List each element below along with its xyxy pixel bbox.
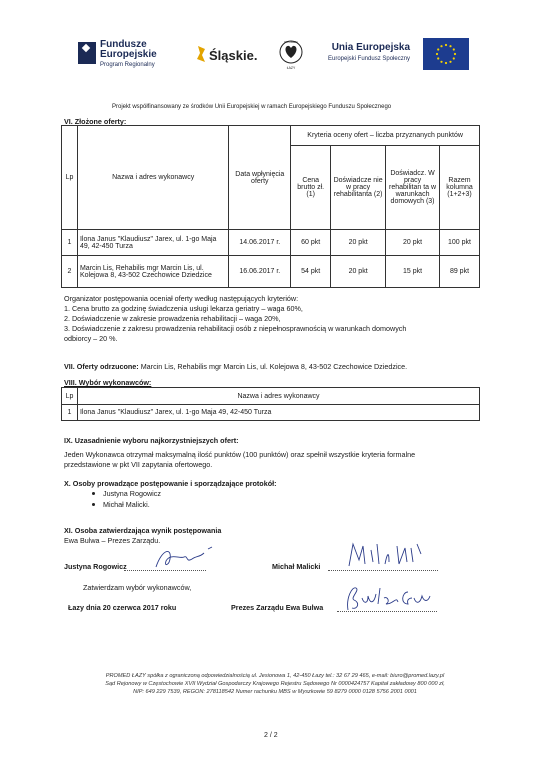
eu-logo-line2: Europejski Fundusz Społeczny: [328, 56, 411, 62]
fe-logo-line2: Europejskie: [100, 49, 157, 60]
cell-date: 16.06.2017 r.: [229, 256, 291, 288]
eu-star-icon: [437, 57, 439, 59]
eu-star-icon: [445, 44, 447, 46]
cell-price: 54 pkt: [291, 256, 331, 288]
criteria-intro: Organizator postępowania oceniał oferty według następujących kryteriów:: [64, 294, 299, 303]
slaskie-mark-icon: [196, 46, 206, 62]
bullet-icon: [92, 492, 95, 495]
place-date: Łazy dnia 20 czerwca 2017 roku: [68, 603, 177, 612]
criteria-item-1: 1. Cena brutto za godzinę świadczenia usługi lekarza geriatry – waga 60%,: [64, 304, 303, 313]
promed-lazy-logo: [278, 38, 304, 72]
signature-bulwa: [342, 582, 437, 614]
eu-star-icon: [437, 48, 439, 50]
cell-lp: 1: [62, 405, 78, 421]
footer-line-3: NIP: 649 229 7539, REGON: 278118542 Numer rachunku MBS w Myszkowie 59 8279 0000 0128 5756 2001 0001: [133, 689, 417, 695]
section-11-heading: XI. Osoba zatwierdzająca wynik postępowania: [64, 526, 222, 535]
criteria-header: Kryteria oceny ofert – liczba przyznanych punktów: [291, 126, 480, 146]
section-10-heading: X. Osoby prowadzące postępowanie i sporządzające protokół:: [64, 479, 277, 488]
rejected-offer: Marcin Lis, Rehabilis mgr Marcin Lis, ul. Kolejowa 8, 43-502 Czechowice Dziedzice.: [140, 362, 408, 371]
cell-experience: 20 pkt: [331, 230, 386, 256]
cell-total: 100 pkt: [440, 230, 480, 256]
col-header-lp: Lp: [62, 388, 78, 405]
col-header-date: Data wpłynięcia oferty: [229, 126, 291, 230]
col-header-total: Razem kolumna (1+2+3): [440, 146, 480, 230]
cell-lp: 1: [62, 230, 78, 256]
slaskie-logo: Śląskie.: [209, 48, 258, 63]
eu-star-icon: [449, 61, 451, 63]
approving-person: Ewa Bulwa – Prezes Zarządu.: [64, 536, 161, 545]
table-row: [62, 405, 480, 421]
criteria-item-3: 3. Doświadczenie z zakresu prowadzenia rehabilitacji osób z niepełnosprawnością w warunkach domowych: [64, 324, 407, 333]
signature-malicki: [345, 540, 425, 570]
cell-experience: 20 pkt: [331, 256, 386, 288]
col-header-name: Nazwa i adres wykonawcy: [77, 126, 228, 230]
justification-line-2: przedstawione w pkt VII zapytania ofertowego.: [64, 460, 213, 469]
col-header-price: Cena brutto zł. (1): [291, 146, 331, 230]
cell-home-experience: 15 pkt: [386, 256, 440, 288]
col-header-home-experience: Doświadcz. W pracy rehabilitan ta w warunkach domowych (3): [386, 146, 440, 230]
eu-star-icon: [440, 45, 442, 47]
fe-logo-line3: Program Regionalny: [100, 62, 155, 68]
eu-star-icon: [453, 48, 455, 50]
cell-name: Ilona Janus "Klaudiusz" Jarex, ul. 1-go Maja 49, 42-450 Turza: [77, 405, 479, 421]
section-6-heading: VI. Złożone oferty:: [64, 117, 127, 126]
col-header-lp: Lp: [62, 126, 78, 230]
person-2: Michał Malicki.: [103, 500, 150, 509]
eu-star-icon: [454, 53, 456, 55]
section-7-heading: VII. Oferty odrzucone:: [64, 362, 139, 371]
promed-logo-bottom: ŁAZY: [286, 66, 296, 70]
fe-star-icon: [78, 42, 96, 64]
page-number: 2 / 2: [264, 732, 278, 739]
cell-date: 14.06.2017 r.: [229, 230, 291, 256]
section-9-heading: IX. Uzasadnienie wyboru najkorzystniejszych ofert:: [64, 436, 239, 445]
approval-statement: Zatwierdzam wybór wykonawców,: [83, 583, 192, 592]
justification-line-1: Jeden Wykonawca otrzymał maksymalną ilość punktów (100 punktów) oraz spełnił wszystkie kryteria formalne: [64, 450, 416, 459]
eu-star-icon: [445, 62, 447, 64]
fundusze-europejskie-logo: [78, 38, 188, 78]
cell-name: Ilona Janus "Klaudiusz" Jarex, ul. 1-go Maja 49, 42-450 Turza: [77, 230, 228, 256]
cell-total: 89 pkt: [440, 256, 480, 288]
cell-price: 60 pkt: [291, 230, 331, 256]
signature-label-2: Michał Malicki: [272, 562, 321, 571]
signature-rogowicz: [150, 545, 220, 573]
project-note: Projekt współfinansowany ze środków Unii Europejskiej w ramach Europejskiego Funduszu Społecznego: [112, 104, 392, 110]
table-row: [62, 230, 480, 256]
footer-line-2: Sąd Rejonowy w Częstochowie XVII Wydział Gospodarczy Krajowego Rejestru Sądowego Nr 0000424757 Kapitał zakładowy 800 000 zł,: [105, 681, 445, 687]
signature-label-1: Justyna Rogowicz: [64, 562, 127, 571]
cell-name: Marcin Lis, Rehabilis mgr Marcin Lis, ul. Kolejowa 8, 43-502 Czechowice Dziedzice: [77, 256, 228, 288]
fe-logo-line1: Fundusze: [100, 39, 147, 50]
bullet-icon: [92, 503, 95, 506]
signature-label-3: Prezes Zarządu Ewa Bulwa: [231, 603, 324, 612]
logo-bar: [78, 38, 478, 78]
eu-star-icon: [440, 61, 442, 63]
criteria-item-2: 2. Doświadczenie w zakresie prowadzenia rehabilitacji – waga 20%,: [64, 314, 281, 323]
section-7: [64, 362, 407, 371]
cell-lp: 2: [62, 256, 78, 288]
eu-logo-line1: Unia Europejska: [331, 42, 411, 53]
eu-star-icon: [453, 57, 455, 59]
eu-logo-text: [328, 42, 410, 62]
eu-star-icon: [436, 53, 438, 55]
footer-line-1: PROMED ŁAZY spółka z ograniczoną odpowiedzialnością ul. Jesionowa 1, 42-450 Łazy tel.: 32 67 29 465, e-mail: biuro@promed.lazy.pl: [105, 673, 445, 679]
offers-table: [61, 125, 480, 288]
eu-flag-icon: [423, 38, 469, 70]
section-8-heading: VIII. Wybór wykonawców:: [64, 378, 152, 387]
promed-logo-top: PROMED: [284, 40, 298, 44]
selected-contractors-table: [61, 387, 480, 421]
signature-line-2: [328, 570, 438, 571]
table-row: [62, 256, 480, 288]
col-header-experience: Doświadcze nie w pracy rehabilitanta (2): [331, 146, 386, 230]
eu-star-icon: [449, 45, 451, 47]
criteria-item-3-cont: odbiorcy – 20 %.: [64, 334, 118, 343]
col-header-name: Nazwa i adres wykonawcy: [77, 388, 479, 405]
cell-home-experience: 20 pkt: [386, 230, 440, 256]
person-1: Justyna Rogowicz: [103, 489, 161, 498]
